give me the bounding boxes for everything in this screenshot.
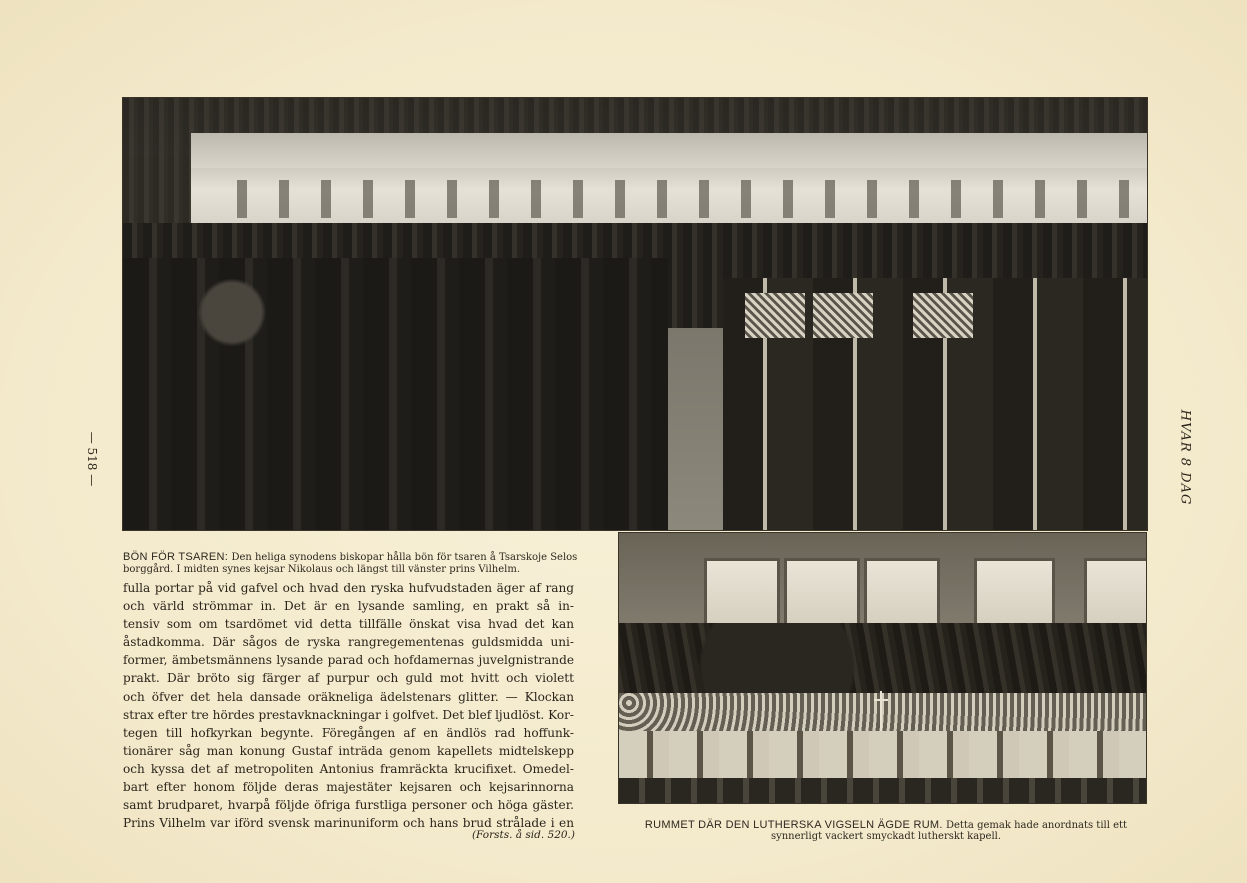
palace-roof — [191, 133, 1147, 169]
running-head: HVAR 8 DAG — [1177, 409, 1193, 506]
article-line: åstadkomma. Där sågos de ryska rangregementenas guldsmidda uni- — [123, 635, 574, 650]
bishop-vestment — [745, 293, 805, 338]
crucifix-icon — [874, 691, 888, 731]
bishop-vestment — [813, 293, 873, 338]
article-line: former, ämbetsmännens lysande parad och hofdamernas juvelgnistrande — [123, 653, 574, 668]
chair-rows — [619, 778, 1146, 803]
article-line: fulla portar på vid gafvel och hvad den ryska hufvudstaden äger af rang — [123, 581, 574, 595]
caption-text: Den heliga synodens biskopar hålla bön för tsaren å Tsarskoje Selos borggård. I midten synes kejsar Nikolaus och längst till vänster prins Vilhelm. — [123, 552, 578, 575]
caption-prayer-for-tsar — [123, 552, 593, 575]
article-line: och öfver det hela dansade oräkneliga ädelstenars glitter. — Klockan — [123, 689, 574, 704]
article-line: tensiv som om tsardömet vid detta tillfälle önskat visa hvad det kan — [123, 617, 574, 632]
bishop-vestment — [913, 293, 973, 338]
photo-prayer-for-tsar — [123, 98, 1147, 530]
kneeling-officers — [123, 258, 668, 530]
continuation-note: (Forsts. å sid. 520.) — [471, 829, 575, 841]
article-line: samt brudparet, hvarpå följde öfriga furstliga personer och höga gäster. — [123, 798, 574, 813]
article-line: och värld strömmar in. Det är en lysande samling, en prakt så in- — [123, 599, 574, 614]
article-line: prakt. Där bröto sig färger af purpur och guld mot hvitt och violett — [123, 671, 574, 686]
caption-heading: RUMMET DÄR DEN LUTHERSKA VIGSELN ÄGDE RUM. — [644, 819, 943, 831]
caption-heading: BÖN FÖR TSAREN: — [123, 551, 229, 563]
article-line: tegen till hofkyrkan begynte. Föregången af en ändlös rad hoffunk- — [123, 725, 574, 740]
caption-lutheran-chapel — [619, 820, 1153, 842]
article-line: strax efter tre hördes prestavknackningar i golfvet. Det blef ljudlöst. Kor- — [123, 707, 574, 722]
article-line: och kyssa det af metropoliten Antonius framräckta krucifixet. Omedel- — [123, 761, 574, 776]
photo-lutheran-chapel — [619, 533, 1146, 803]
caption-text: Detta gemak hade anordnats till ett synnerligt vackert smyckadt lutherskt kapell. — [770, 820, 1128, 842]
article-line: tionärer såg man konung Gustaf inträda genom kapellets midtelskepp — [123, 743, 574, 758]
page-number: — 518 — — [85, 431, 99, 487]
article-line: bart efter honom följde deras majestäter kejsaren och kejsarinnorna — [123, 780, 574, 795]
article-body — [123, 579, 574, 832]
palace-windows — [223, 180, 1143, 218]
article-line: Prins Vilhelm var iförd svensk marinuniform och hans brud strålade i en — [123, 816, 574, 831]
